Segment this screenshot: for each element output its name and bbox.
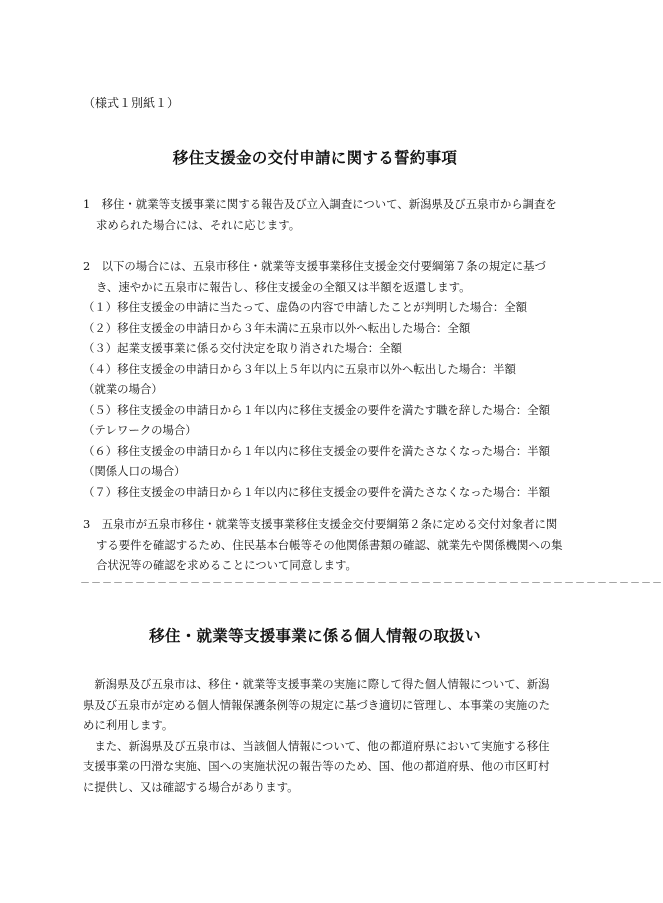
section-2-intro: 2 以下の場合には、五泉市移住・就業等支援事業移住支援金交付要綱第７条の規定に基づき、速やかに五泉市に報告し、移住支援金の全額又は半額を返還します。 <box>83 259 546 294</box>
list-subheading: （関係人口の場合） <box>83 464 186 478</box>
dashed-separator: －－－－－－－－－－－－－－－－－－－－－－－－－－－－－－－－－－－－－－－－－－－－－－－－－－－－－ <box>80 578 663 589</box>
list-item: （６）移住支援金の申請日から１年以内に移住支援金の要件を満たさなくなった場合：半額 <box>83 443 551 458</box>
privacy-section <box>83 674 553 797</box>
list-subheading: （就業の場合） <box>83 382 163 396</box>
section-3-text: 3 五泉市が五泉市移住・就業等支援事業移住支援金交付要綱第２条に定める交付対象者に関する要件を確認するため、住民基本台帳等その他関係書類の確認、就業先や関係機関への集合状況等の確認を求めることについて同意します。 <box>83 517 563 572</box>
pledge-title: 移住支援金の交付申請に関する誓約事項 <box>172 148 458 167</box>
privacy-paragraph-2: また、新潟県及び五泉市は、当該個人情報について、他の都道府県において実施する移住支援事業の円滑な実施、国への実施状況の報告等のため、国、他の都道府県、他の市区町村に提供し、又は確認する場合があります。 <box>83 738 550 794</box>
pledge-section-2 <box>83 256 563 502</box>
privacy-title: 移住・就業等支援事業に係る個人情報の取扱い <box>149 626 481 645</box>
list-item: （３）起業支援事業に係る交付決定を取り消された場合：全額 <box>83 341 402 355</box>
list-subheading: （テレワークの場合） <box>83 423 197 437</box>
privacy-paragraph-1: 新潟県及び五泉市は、移住・就業等支援事業の実施に際して得た個人情報について、新潟県及び五泉市が定める個人情報保護条例等の規定に基づき適切に管理し、本事業の実施のために利用します。 <box>83 677 551 732</box>
list-item: （２）移住支援金の申請日から３年未満に五泉市以外へ転出した場合：全額 <box>83 320 471 335</box>
form-label: （様式１別紙１） <box>83 96 180 110</box>
list-item: （１）移住支援金の申請に当たって、虚偽の内容で申請したことが判明した場合：全額 <box>83 300 528 314</box>
list-item: （４）移住支援金の申請日から３年以上５年以内に五泉市以外へ転出した場合：半額 <box>83 361 516 376</box>
pledge-section-1 <box>83 194 563 235</box>
list-item: （５）移住支援金の申請日から１年以内に移住支援金の要件を満たす職を辞した場合：全額 <box>83 402 551 417</box>
section-1-text: 1 移住・就業等支援事業に関する報告及び立入調査について、新潟県及び五泉市から調査を求められた場合には、それに応じます。 <box>83 197 557 232</box>
pledge-section-3 <box>83 514 563 576</box>
list-item: （７）移住支援金の申請日から１年以内に移住支援金の要件を満たさなくなった場合：半額 <box>83 484 551 499</box>
refund-conditions-list <box>83 297 563 502</box>
